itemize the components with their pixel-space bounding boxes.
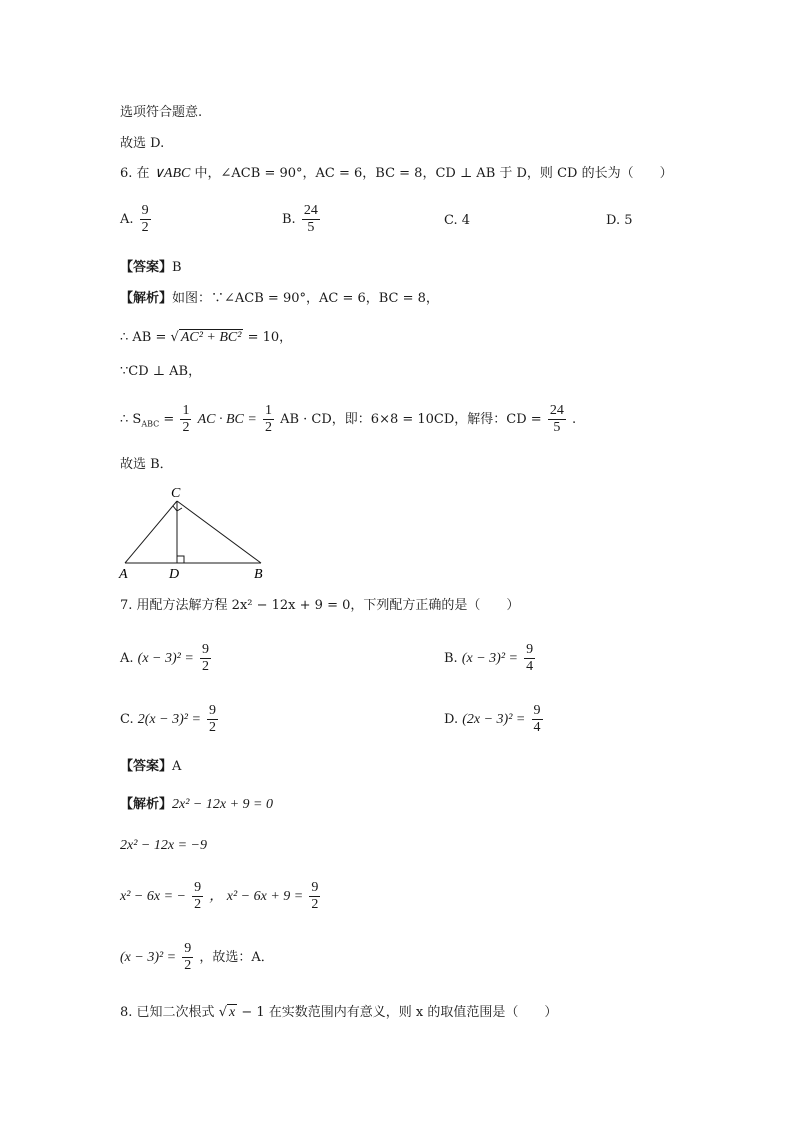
question-7-stem: 7. 用配方法解方程 2x² − 12x + 9 = 0，下列配方正确的是（ ） bbox=[120, 598, 520, 613]
fraction bbox=[302, 203, 320, 236]
q7-analysis-2: 2x² − 12x = −9 bbox=[120, 838, 207, 853]
q7-option-d bbox=[444, 703, 545, 736]
analysis-expr: 2x² − 12x + 9 = 0 bbox=[172, 797, 273, 812]
option-label: D. bbox=[444, 712, 459, 727]
sqrt-content: x bbox=[228, 1005, 236, 1020]
q6-option-a bbox=[120, 203, 153, 236]
text-line: 故选 D. bbox=[120, 136, 165, 151]
side-cb bbox=[177, 501, 261, 563]
q8-stem-a: 8. 已知二次根式 bbox=[120, 1005, 215, 1020]
analysis-expr: ， x² − 6x + 9 = bbox=[209, 889, 304, 904]
numerator: 9 bbox=[141, 203, 149, 218]
q6-triangle: ∨ABC bbox=[153, 166, 191, 181]
numerator: 9 bbox=[311, 880, 319, 895]
denominator: 2 bbox=[209, 720, 217, 735]
fraction bbox=[200, 642, 211, 675]
answer-tag: 【答案】 bbox=[120, 759, 173, 774]
numerator: 24 bbox=[549, 403, 564, 418]
q6-analysis-4 bbox=[120, 403, 576, 436]
q6-stem-b: 中，∠ACB = 90°，AC = 6，BC = 8，CD ⊥ AB 于 D，则 CD 的长为（ ） bbox=[194, 166, 673, 181]
subscript: ABC bbox=[141, 419, 160, 429]
analysis-text: ∴ AB = bbox=[120, 330, 167, 345]
label-d: D bbox=[169, 567, 180, 582]
triangle-figure bbox=[116, 482, 276, 582]
denominator: 5 bbox=[553, 420, 561, 435]
option-label: C. bbox=[120, 712, 134, 727]
fraction bbox=[309, 880, 320, 913]
fraction bbox=[524, 642, 535, 675]
q6-analysis-1 bbox=[120, 290, 439, 308]
denominator: 2 bbox=[184, 958, 192, 973]
analysis-tag: 【解析】 bbox=[120, 291, 173, 306]
numerator: 9 bbox=[533, 703, 541, 718]
sqrt-content: AC² + BC² bbox=[180, 330, 242, 345]
q6-answer bbox=[120, 259, 182, 277]
answer-value: B bbox=[172, 260, 182, 275]
text-line: 选项符合题意. bbox=[120, 105, 203, 120]
q6-option-d: D. 5 bbox=[606, 213, 633, 228]
analysis-text: 如图：∵∠ACB = 90°，AC = 6，BC = 8， bbox=[172, 291, 439, 306]
side-ac bbox=[125, 501, 177, 563]
fraction bbox=[532, 703, 543, 736]
fraction bbox=[207, 703, 218, 736]
numerator: 9 bbox=[201, 642, 209, 657]
fraction bbox=[548, 403, 566, 436]
analysis-text: ，故选：A． bbox=[199, 950, 274, 965]
denominator: 2 bbox=[194, 897, 202, 912]
label-a: A bbox=[119, 567, 128, 582]
denominator: 2 bbox=[264, 420, 272, 435]
q6-analysis-2 bbox=[120, 329, 292, 347]
fraction bbox=[182, 941, 193, 974]
option-expr: (2x − 3)² = bbox=[462, 712, 526, 727]
fraction bbox=[263, 403, 274, 436]
analysis-text: AB · CD，即：6×8 = 10CD，解得：CD = bbox=[280, 412, 542, 427]
right-angle-mark-d bbox=[177, 556, 184, 563]
option-expr: 2(x − 3)² = bbox=[137, 712, 201, 727]
label-b: B bbox=[254, 567, 263, 582]
q6-stem-a: 6. 在 bbox=[120, 166, 150, 181]
analysis-tag: 【解析】 bbox=[120, 797, 173, 812]
fraction bbox=[192, 880, 203, 913]
q7-answer bbox=[120, 758, 181, 776]
q7-analysis-4 bbox=[120, 941, 274, 974]
analysis-expr: x² − 6x = − bbox=[120, 889, 186, 904]
label-c: C bbox=[171, 486, 181, 501]
q7-option-c bbox=[120, 703, 220, 736]
denominator: 2 bbox=[141, 220, 149, 235]
option-expr: (x − 3)² = bbox=[461, 651, 518, 666]
question-8-stem bbox=[120, 1004, 557, 1022]
q7-option-a bbox=[120, 642, 213, 675]
numerator: 1 bbox=[182, 403, 190, 418]
question-6-stem bbox=[120, 165, 673, 183]
numerator: 9 bbox=[184, 941, 192, 956]
option-label: B. bbox=[282, 212, 296, 227]
denominator: 5 bbox=[307, 220, 315, 235]
answer-tag: 【答案】 bbox=[120, 260, 173, 275]
numerator: 9 bbox=[194, 880, 202, 895]
fraction bbox=[140, 203, 151, 236]
option-label: A. bbox=[120, 212, 134, 227]
numerator: 1 bbox=[264, 403, 272, 418]
numerator: 9 bbox=[209, 703, 217, 718]
q6-option-c: C. 4 bbox=[444, 213, 471, 228]
numerator: 24 bbox=[303, 203, 318, 218]
answer-value: A bbox=[172, 759, 182, 774]
fraction bbox=[180, 403, 191, 436]
sqrt: √ x bbox=[218, 1005, 236, 1020]
option-label: A. bbox=[120, 651, 134, 666]
option-label: B. bbox=[444, 651, 458, 666]
analysis-text: ∴ S bbox=[120, 412, 142, 427]
denominator: 4 bbox=[526, 659, 534, 674]
sqrt: √ AC² + BC² bbox=[170, 330, 242, 345]
denominator: 4 bbox=[533, 720, 541, 735]
analysis-text: AC · BC = bbox=[197, 412, 257, 427]
denominator: 2 bbox=[201, 659, 209, 674]
analysis-text: = bbox=[163, 412, 175, 427]
analysis-text: = 10， bbox=[247, 330, 293, 345]
q8-stem-b: − 1 在实数范围内有意义，则 x 的取值范围是（ ） bbox=[241, 1005, 558, 1020]
option-expr: (x − 3)² = bbox=[137, 651, 194, 666]
denominator: 2 bbox=[182, 420, 190, 435]
q6-analysis-3: ∵CD ⊥ AB， bbox=[120, 364, 202, 379]
numerator: 9 bbox=[526, 642, 534, 657]
analysis-expr: (x − 3)² = bbox=[120, 950, 177, 965]
q6-conclusion: 故选 B． bbox=[120, 457, 173, 472]
q6-option-b bbox=[282, 203, 322, 236]
q7-analysis-1 bbox=[120, 796, 273, 814]
q7-option-b bbox=[444, 642, 537, 675]
q7-analysis-3 bbox=[120, 880, 322, 913]
analysis-text: . bbox=[571, 412, 577, 427]
denominator: 2 bbox=[311, 897, 319, 912]
